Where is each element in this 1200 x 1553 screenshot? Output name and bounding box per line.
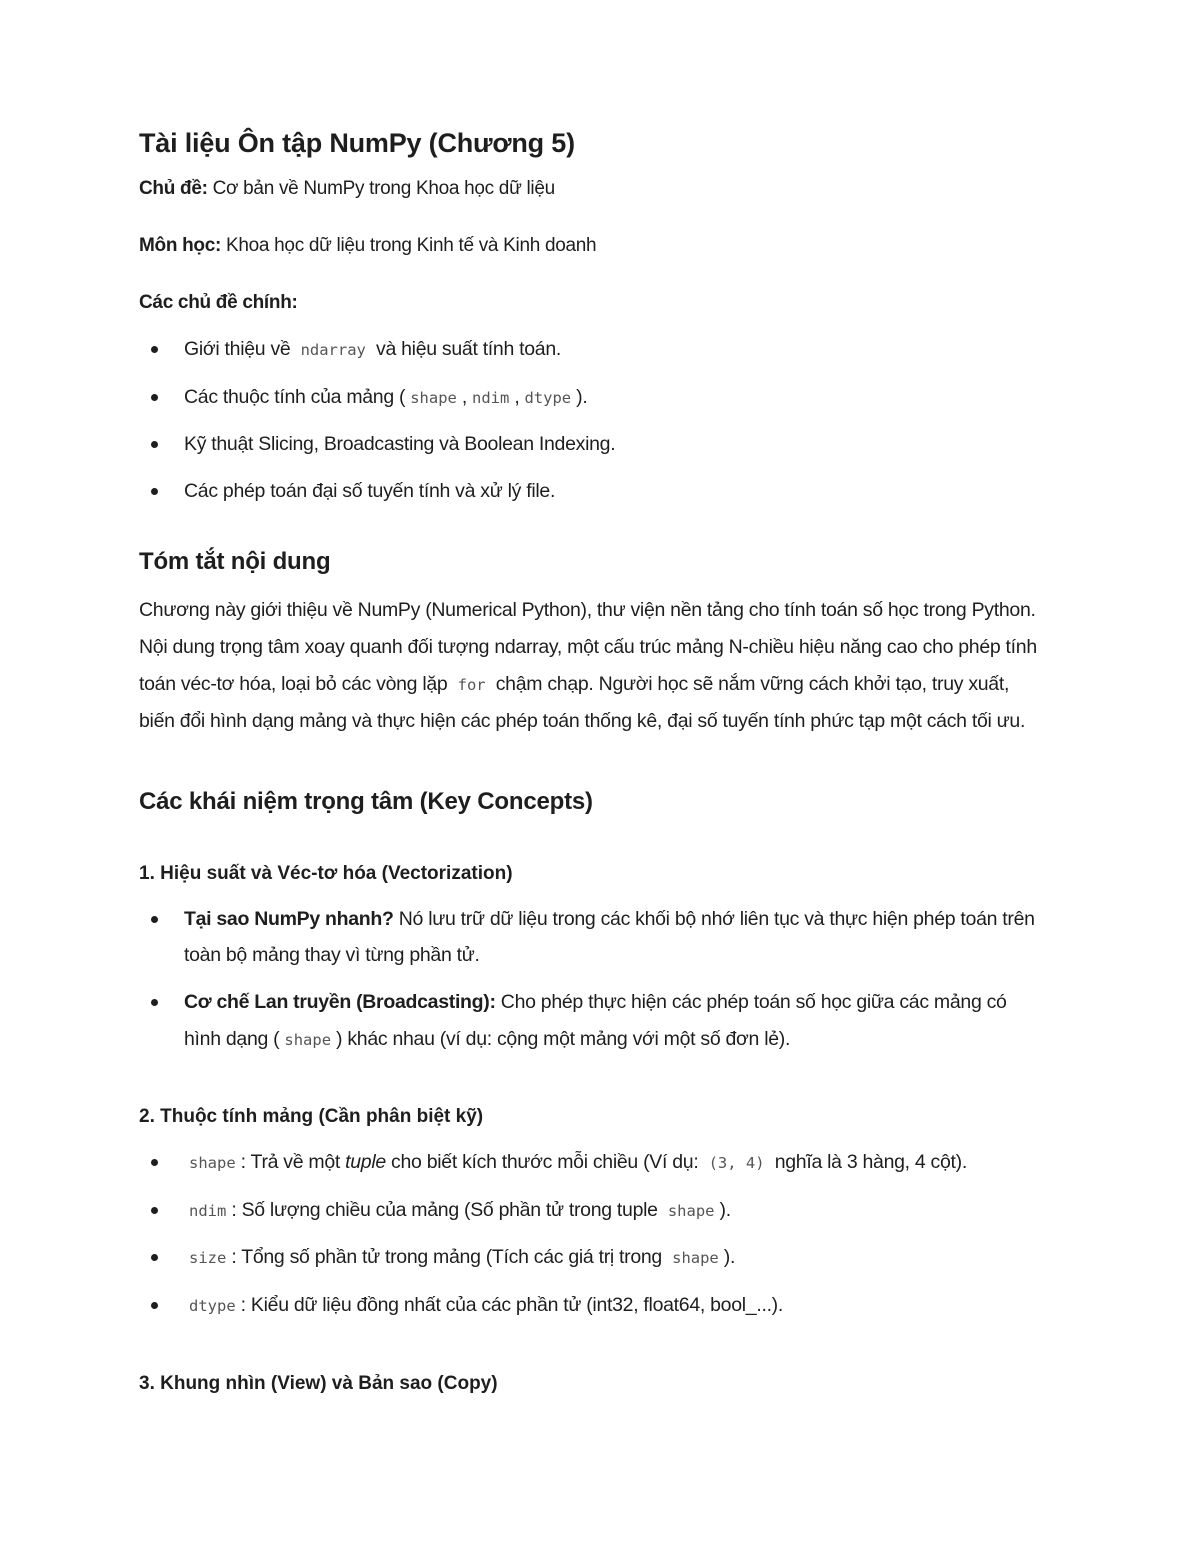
bullet-icon xyxy=(151,1207,158,1214)
main-topics-label xyxy=(139,290,1039,316)
list-item xyxy=(139,473,1039,510)
item-text: Kỹ thuật Slicing, Broadcasting và Boolean Indexing. xyxy=(184,433,616,456)
bullet-icon xyxy=(151,346,158,353)
bullet-icon xyxy=(151,488,158,495)
inline-code: ndim xyxy=(189,1201,227,1220)
list-item xyxy=(139,1144,1039,1182)
section-1-list xyxy=(139,901,1039,1058)
separator: , xyxy=(461,385,468,408)
item-emphasis: tuple xyxy=(345,1151,386,1174)
inline-code: ndim xyxy=(472,388,510,407)
key-concepts-heading: Các khái niệm trọng tâm (Key Concepts) xyxy=(139,787,593,815)
course-line xyxy=(139,233,1039,259)
bullet-icon xyxy=(151,1302,158,1309)
topic-line xyxy=(139,176,1039,202)
item-text: Các thuộc tính của mảng ( xyxy=(184,385,406,408)
inline-code: dtype xyxy=(189,1296,236,1315)
separator: , xyxy=(514,385,520,408)
inline-code: ndarray xyxy=(300,341,366,359)
item-text: : Tổng số phần tử trong mảng (Tích các giá trị trong xyxy=(231,1246,662,1269)
list-item xyxy=(139,426,1039,463)
item-text: nghĩa là 3 hàng, 4 cột). xyxy=(774,1151,967,1174)
list-item xyxy=(139,331,1039,369)
bullet-icon xyxy=(151,916,158,923)
section-1-heading: 1. Hiệu suất và Véc-tơ hóa (Vectorization) xyxy=(139,862,513,884)
summary-heading: Tóm tắt nội dung xyxy=(139,548,331,576)
list-item xyxy=(139,901,1039,974)
item-label: Tại sao NumPy nhanh? xyxy=(184,907,394,930)
list-item xyxy=(139,1239,1039,1277)
list-item xyxy=(139,1192,1039,1230)
topic-value: Cơ bản về NumPy trong Khoa học dữ liệu xyxy=(207,178,555,199)
inline-code: shape xyxy=(410,388,457,407)
inline-code: shape xyxy=(667,1201,715,1220)
bullet-icon xyxy=(151,1159,158,1166)
item-text: ). xyxy=(719,1198,731,1221)
summary-paragraph xyxy=(139,592,1039,739)
paragraph-text: chậm chạp. Người học sẽ nắm vững cách khởi tạo, truy xuất, biến đổi hình dạng mảng và thực hiện các phép toán thống kê, đại số tuyến tính phức tạp một cách tối ưu. xyxy=(139,672,1026,733)
section-3-heading: 3. Khung nhìn (View) và Bản sao (Copy) xyxy=(139,1372,498,1394)
item-text: ) khác nhau (ví dụ: cộng một mảng với một số đơn lẻ). xyxy=(336,1027,791,1050)
list-item xyxy=(139,1287,1039,1325)
main-topics-list xyxy=(139,331,1039,509)
item-label: Cơ chế Lan truyền (Broadcasting): xyxy=(184,990,496,1013)
bullet-icon xyxy=(151,394,158,401)
inline-code: (3, 4) xyxy=(708,1154,765,1173)
paragraph-text: Chương này giới thiệu về NumPy (Numerical Python), thư viện nền tảng cho tính toán số học trong Python. Nội dung trọng tâm xoay quanh đối tượng ndarray, một cấu trúc mảng N-chiều hiệu năng cao cho phép tính toán véc-tơ hóa, loại bỏ các vòng lặp xyxy=(139,599,1037,695)
inline-code: shape xyxy=(189,1154,236,1173)
item-text: và hiệu suất tính toán. xyxy=(376,338,562,360)
item-text: cho biết kích thước mỗi chiều (Ví dụ: xyxy=(385,1151,699,1174)
item-text: : Trả về một xyxy=(240,1151,346,1174)
course-label: Môn học: xyxy=(139,235,222,256)
item-text: : Kiểu dữ liệu đồng nhất của các phần tử (int32, float64, bool_...). xyxy=(240,1293,783,1316)
item-text: ). xyxy=(723,1246,736,1269)
main-topics-label-text: Các chủ đề chính: xyxy=(139,292,298,313)
item-text: Nó lưu trữ dữ liệu trong các khối bộ nhớ liên tục và thực hiện phép toán trên toàn bộ mảng thay vì từng phần tử. xyxy=(184,907,1035,967)
list-item xyxy=(139,984,1039,1058)
document-content xyxy=(139,118,1039,1397)
item-text: Cho phép thực hiện các phép toán số học giữa các mảng có hình dạng ( xyxy=(184,990,1007,1050)
item-text: Giới thiệu về xyxy=(184,338,291,360)
inline-code: size xyxy=(189,1249,227,1268)
item-text: Các phép toán đại số tuyến tính và xử lý file. xyxy=(184,479,556,502)
list-item xyxy=(139,379,1039,417)
bullet-icon xyxy=(151,441,158,448)
item-text: : Số lượng chiều của mảng (Số phần tử trong tuple xyxy=(231,1198,658,1221)
bullet-icon xyxy=(151,1254,158,1261)
inline-code: shape xyxy=(672,1249,719,1268)
inline-code: dtype xyxy=(524,388,572,407)
section-2-list xyxy=(139,1144,1039,1324)
bullet-icon xyxy=(151,999,158,1006)
document-title: Tài liệu Ôn tập NumPy (Chương 5) xyxy=(139,128,575,158)
inline-code: for xyxy=(457,675,486,694)
inline-code: shape xyxy=(284,1030,332,1049)
section-2-heading: 2. Thuộc tính mảng (Cần phân biệt kỹ) xyxy=(139,1106,484,1128)
item-text: ). xyxy=(576,385,588,408)
topic-label: Chủ đề: xyxy=(139,178,208,199)
course-value: Khoa học dữ liệu trong Kinh tế và Kinh doanh xyxy=(221,235,597,256)
